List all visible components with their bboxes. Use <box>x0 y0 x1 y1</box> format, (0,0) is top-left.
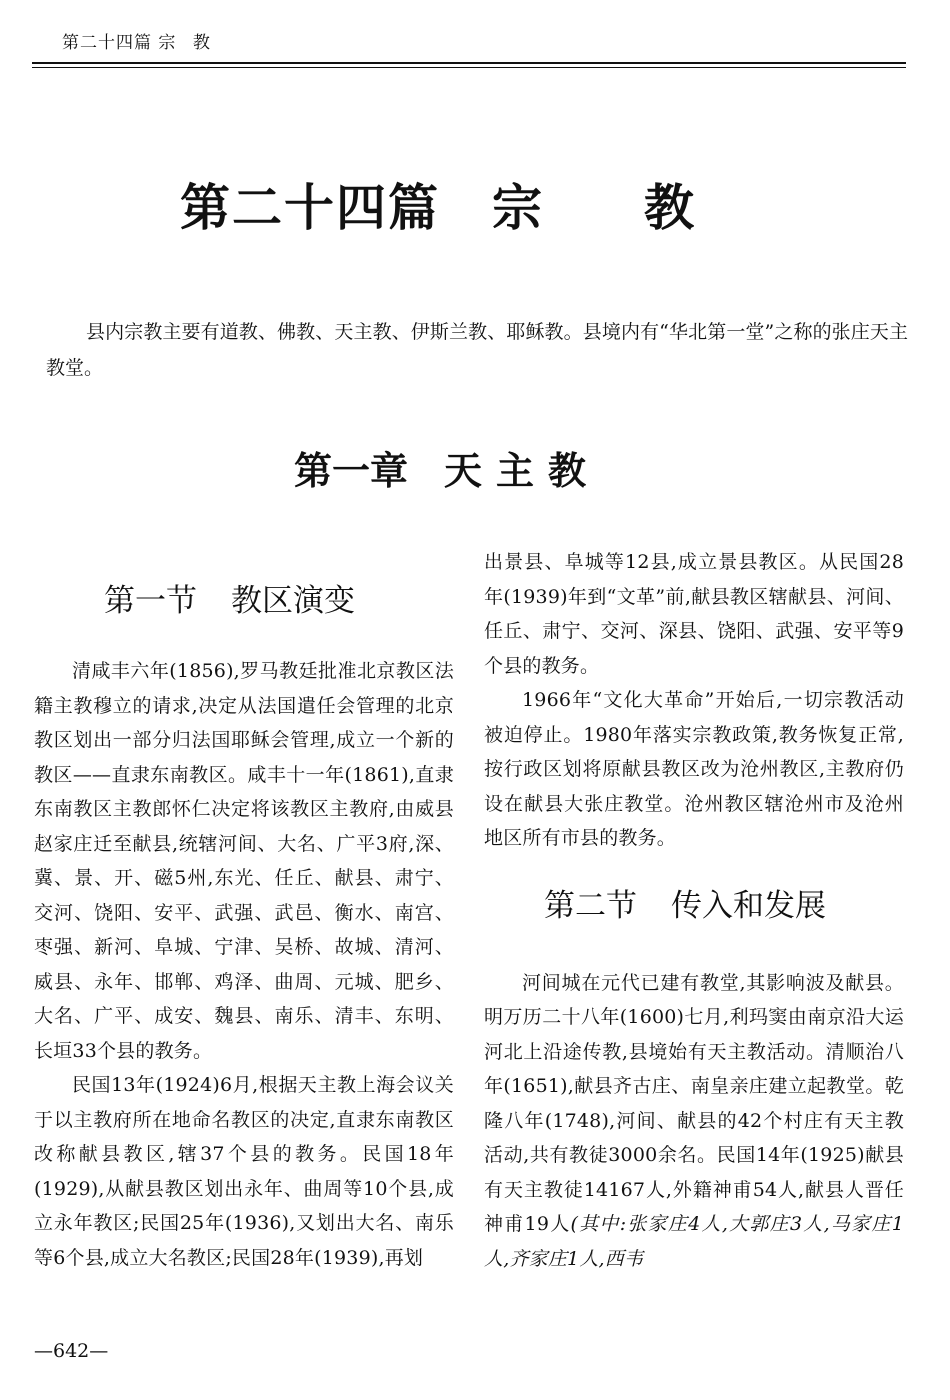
running-head-part: 第二十四篇 <box>62 33 152 53</box>
chapter-number: 第一章 <box>294 449 409 493</box>
section-2-title <box>544 876 904 966</box>
chapter-title <box>294 440 600 495</box>
page-number: —642— <box>34 1340 109 1362</box>
section-2-paragraph-note: (其中:张家庄4人,大郭庄3人,马家庄1人,齐家庄1人,西韦 <box>484 1213 904 1270</box>
header-rule-thin <box>32 67 906 68</box>
section-2-paragraph-main: 河间城在元代已建有教堂,其影响波及献县。明万历二十八年(1600)七月,利玛窦由南京沿大运河北上沿途传教,县境始有天主教活动。清顺治八年(1651),献县齐古庄、南皇亲庄建立起教堂。乾隆八年(1748),河间、献县的42个村庄有天主教活动,共有教徒3000余名。民国14年(1925)献县有天主教徒14167人,外籍神甫54人,献县人晋任神甫19人 <box>484 971 904 1235</box>
section-2-number: 第二节 <box>544 887 637 924</box>
part-title-word-a: 宗 <box>492 178 544 237</box>
part-title-number: 第二十四篇 <box>180 178 440 237</box>
section-1-paragraph-3: 1966年“文化大革命”开始后,一切宗教活动被迫停止。1980年落实宗教政策,教务恢复正常,按行政区划将原献县教区改为沧州教区,主教府仍设在献县大张庄教堂。沧州教区辖沧州市及沧州地区所有市县的教务。 <box>484 689 904 849</box>
section-1-continuation: 出景县、阜城等12县,成立景县教区。从民国28年(1939)年到“文革”前,献县教区辖献县、河间、任丘、肃宁、交河、深县、饶阳、武强、安平等9个县的教务。 <box>484 551 904 677</box>
chapter-name: 天主教 <box>444 449 601 493</box>
section-1-number: 第一节 <box>104 583 197 619</box>
section-2-name: 传入和发展 <box>671 887 826 924</box>
right-column <box>484 545 904 1276</box>
intro-paragraph: 县内宗教主要有道教、佛教、天主教、伊斯兰教、耶稣教。县境内有“华北第一堂”之称的张庄天主教堂。 <box>46 321 908 379</box>
running-head <box>62 28 211 53</box>
section-1-paragraph-1: 清咸丰六年(1856),罗马教廷批准北京教区法籍主教穆立的请求,决定从法国遣任会管理的北京教区划出一部分归法国耶稣会管理,成立一个新的教区——直隶东南教区。咸丰十一年(1861),直隶东南教区主教郎怀仁决定将该教区主教府,由威县赵家庄迁至献县,统辖河间、大名、广平3府,深、冀、景、开、磁5州,东光、任丘、献县、肃宁、交河、饶阳、安平、武强、武邑、衡水、南宫、枣强、新河、阜城、宁津、吴桥、故城、清河、威县、永年、邯郸、鸡泽、曲周、元城、肥乡、大名、广平、成安、魏县、南乐、清丰、东明、长垣33个县的教务。 <box>34 660 454 1062</box>
header-rule-thick <box>32 62 906 64</box>
part-title-word-b: 教 <box>644 178 696 237</box>
running-head-topic-a: 宗 <box>158 33 177 53</box>
section-1-title <box>104 572 454 654</box>
section-2-paragraph-1 <box>484 966 904 1277</box>
part-title <box>180 168 696 240</box>
section-1-name: 教区演变 <box>231 583 355 619</box>
left-column <box>34 572 454 1275</box>
section-1-paragraph-2: 民国13年(1924)6月,根据天主教上海会议关于以主教府所在地命名教区的决定,直隶东南教区改称献县教区,辖37个县的教务。民国18年(1929),从献县教区划出永年、曲周等10个县,成立永年教区;民国25年(1936),又划出大名、南乐等6个县,成立大名教区;民国28年(1939),再划 <box>34 1074 454 1269</box>
running-head-topic-b: 教 <box>192 33 211 53</box>
